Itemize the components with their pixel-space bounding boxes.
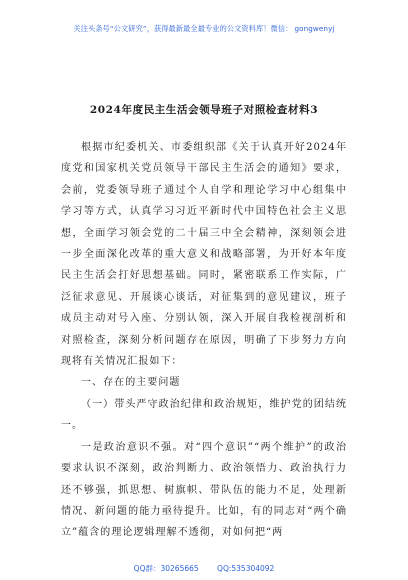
intro-paragraph: 根据市纪委机关、市委组织部《关于认真开好2024年度党和国家机关党员领导干部民主生活会的通知》要求，会前，党委领导班子通过个人自学和理论学习中心组集中学习等方式，认真学习习近平新时代中国特色社会主义思想，全面学习领会党的二十届三中全会精神，深刻领会进一步全面深化改革的重大意义和战略部署，为开好本年度民主生活会打好思想基础。同时，紧密联系工作实际，广泛征求意见、开展谈心谈话，对征集到的意见建议，班子成员主动对号入座、分别认领，深入开展自我检视剖析和对照检查，深刻分析问题存在原因，明确了下步努力方向现将有关情况汇报如下： <box>61 142 347 368</box>
banner-text: 关注头条号“公文研究”，获得最新最全最专业的公文资料库！ <box>73 24 271 33</box>
footer-qq: QQ:535304092 <box>217 564 275 573</box>
document-body <box>61 137 347 544</box>
footer-qq-group: QQ群：30265665 <box>133 564 199 573</box>
banner-wechat-label: 微信： <box>270 24 293 33</box>
subsection-heading: （一）带头严守政治纪律和政治规矩，维护党的团结统一。 <box>61 398 347 432</box>
footer-contacts <box>0 563 408 574</box>
banner-wechat-id: gongwenyj <box>294 24 335 33</box>
document-title: 2024年度民主生活会领导班子对照检查材料3 <box>89 104 319 116</box>
section-heading: 一、存在的主要问题 <box>81 377 181 389</box>
body-paragraph: 一是政治意识不强。对“四个意识”“两个维护”的政治要求认识不深刻，政治判断力、政治领悟力、政治执行力还不够强，抓思想、树旗帜、带队伍的能力不足，处理新情况、新问题的能力亟待提升。比如，有的同志对“两个确立”蕴含的理论逻辑理解不透彻，对如何把“两 <box>61 441 347 539</box>
header-banner <box>0 24 408 34</box>
